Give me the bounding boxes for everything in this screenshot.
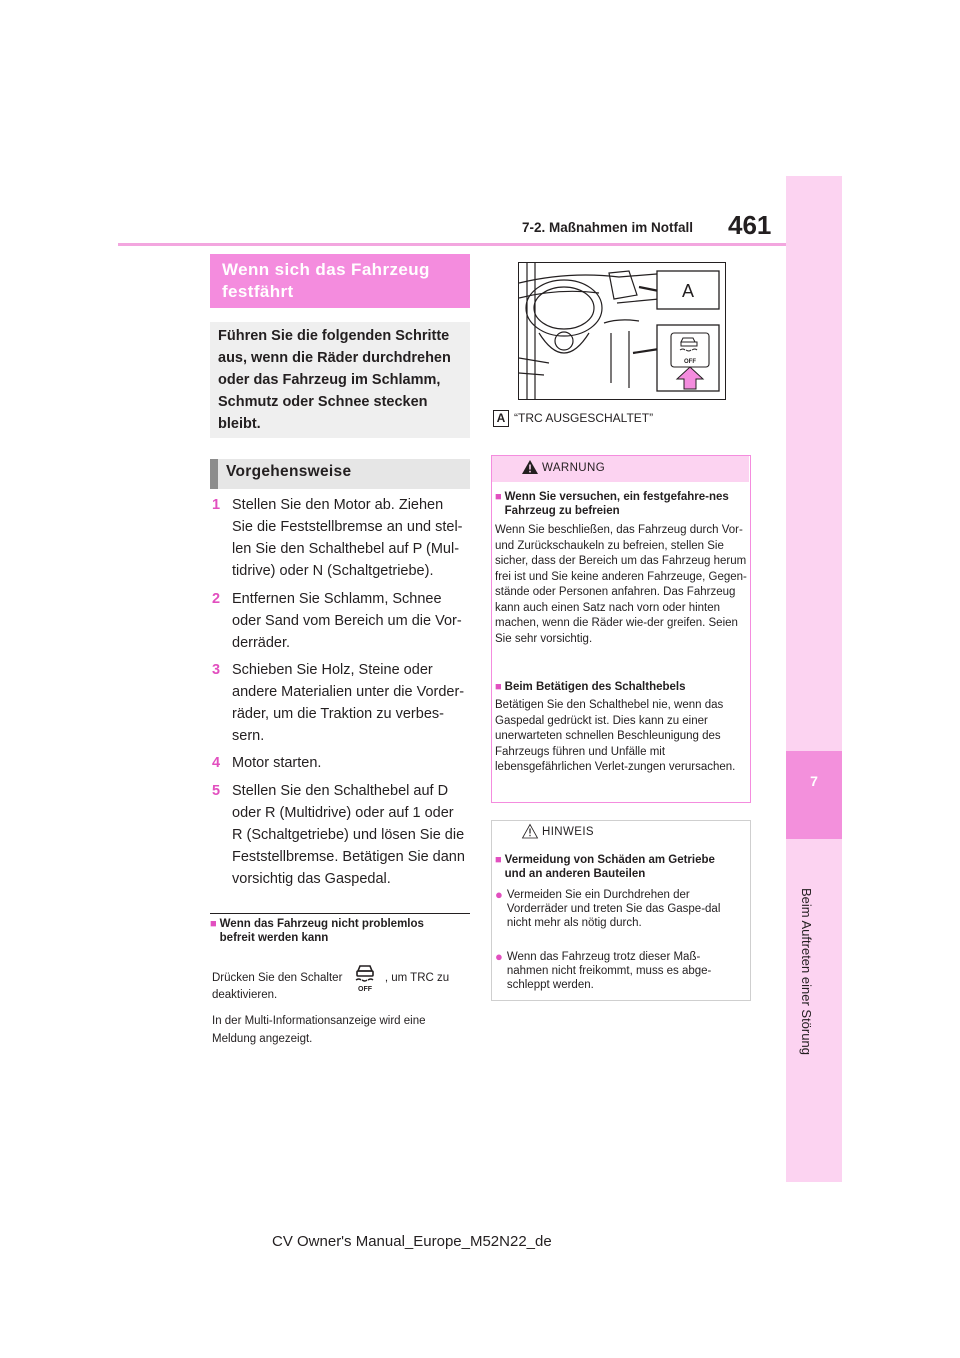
square-bullet-icon: ■ [495,491,502,503]
procedure-heading: Vorgehensweise [226,463,352,480]
warning-label: WARNUNG [542,462,606,474]
trc-off-icon [352,963,378,993]
step-text: Entfernen Sie Schlamm, Schnee oder Sand vom Bereich um die Vor-derräder. [232,591,462,651]
note-text: In der Multi-Informationsanzeige wird eine Meldung angezeigt. [212,1015,426,1045]
warning-item-title: ■ Wenn Sie versuchen, ein festgefahre-nes Fahrzeug zu befreien [495,491,729,517]
warning-item-title: ■ Beim Betätigen des Schalthebels [495,681,686,693]
step-item [212,659,468,747]
notice-triangle-icon [521,823,539,839]
figure-caption: “TRC AUSGESCHALTET” [514,411,654,425]
step-text: Stellen Sie den Motor ab. Ziehen Sie die Feststellbremse an und stel-len Sie den Schalthebel auf P (Mul-tidrive) oder N (Schaltgetriebe). [232,497,463,579]
round-bullet-icon: ● [495,949,503,964]
square-bullet-icon: ■ [210,918,217,930]
step-number: 5 [212,783,221,799]
note-rule [210,913,470,914]
step-item [212,780,468,890]
svg-text:A: A [681,281,695,301]
chapter-number: 7 [810,773,818,789]
step-text: Schieben Sie Holz, Steine oder andere Materialien unter die Vorder-räder, um die Traktion zu verbes-sern. [232,662,465,744]
step-text: Stellen Sie den Schalthebel auf D oder R (Multidrive) oder auf 1 oder R (Schaltgetriebe) und lösen Sie die Feststellbremse. Betätigen Sie dann vorsichtig das Gaspedal. [232,783,465,887]
chapter-side-strip [786,176,842,1182]
svg-text:OFF: OFF [357,986,372,993]
warning-item-body: Wenn Sie beschließen, das Fahrzeug durch Vor- und Zurückschaukeln zu befreien, stellen Sie sicher, dass der Bereich um das Fahrzeug herum frei ist und Sie keine anderen Fahrzeuge, Gegen-stände oder Personen anfahren. Das Fahrzeug kann auch einen Satz nach vorn oder hinten machen, wenn die Räder wie-der greifen. Seien Sie sehr vorsichtig. [495,524,747,645]
section-heading: Wenn sich das Fahrzeug festfährt [222,260,430,301]
hint-title: ■ Vermeidung von Schäden am Getriebe und an anderen Bauteilen [495,854,715,880]
section-title: 7-2. Maßnahmen im Notfall [522,220,694,235]
intro-text: Führen Sie die folgenden Schritte aus, wenn die Räder durchdrehen oder das Fahrzeug im Schlamm, Schmutz oder Schnee stecken bleibt. [218,328,451,432]
dashboard-drawing [519,263,725,399]
caption-label-box: A [493,410,509,427]
note-text: deaktivieren. [212,989,278,1001]
header-rule [118,243,786,246]
hint-label: HINWEIS [542,826,594,838]
warning-triangle-icon [521,459,539,475]
svg-text:OFF: OFF [684,359,696,365]
step-item [212,752,468,774]
hint-bullet: ● Vermeiden Sie ein Durchdrehen der Vorderräder und treten Sie das Gaspe-dal nicht mehr als nötig durch. [495,887,721,929]
note-text: , um TRC zu [384,972,450,985]
round-bullet-icon: ● [495,887,503,902]
step-number: 4 [212,755,221,771]
hint-bullet: ● Wenn das Fahrzeug trotz dieser Maß-nahmen nicht freikommt, muss es abge-schleppt werden. [495,949,712,991]
step-item [212,494,468,582]
note-heading [210,917,470,945]
step-item [212,588,468,654]
step-number: 3 [212,662,221,678]
procedure-heading-bar [210,459,218,489]
step-text: Motor starten. [232,755,322,771]
page-number: 461 [728,210,772,240]
chapter-number-box [786,751,842,839]
step-number: 1 [212,497,221,513]
dashboard-illustration [518,262,726,400]
note-heading-text: Wenn das Fahrzeug nicht problemlos befreit werden kann [219,918,424,944]
chapter-title: Beim Auftreten einer Störung [799,888,814,1055]
square-bullet-icon: ■ [495,681,502,693]
note-text: Drücken Sie den Schalter [212,972,343,985]
square-bullet-icon: ■ [495,854,502,866]
step-number: 2 [212,591,221,607]
footer-text: CV Owner's Manual_Europe_M52N22_de [272,1233,552,1250]
warning-item-body: Betätigen Sie den Schalthebel nie, wenn das Gaspedal gedrückt ist. Dies kann zu einer unerwarteten schnellen Beschleunigung des Fahrzeugs führen und Unfälle mit lebensgefährlichen Verlet-zungen verursachen. [495,699,736,773]
